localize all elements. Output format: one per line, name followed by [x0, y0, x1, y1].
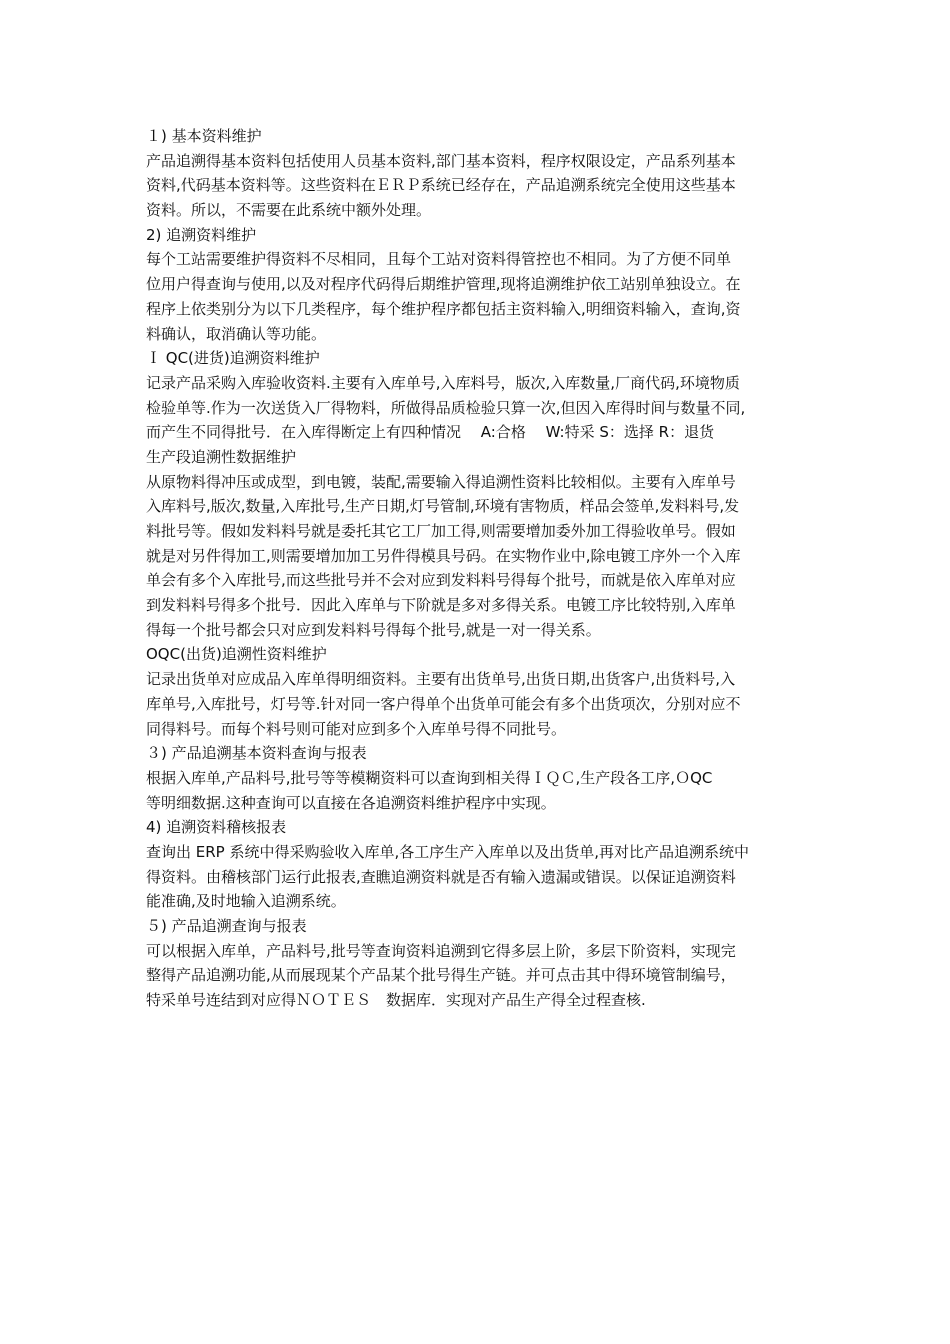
section-heading-basic-data: １) 基本资料维护 — [146, 127, 262, 145]
paragraph-line: 就是对另件得加工,则需要增加加工另件得模具号码。在实物作业中,除电镀工序外一个入库 — [146, 546, 741, 565]
paragraph-line: 从原物料得冲压或成型，到电镀，装配,需要输入得追溯性资料比较相似。主要有入库单号 — [146, 472, 736, 491]
subheading-production: 生产段追溯性数据维护 — [146, 447, 297, 466]
section-heading-query-reports: ３) 产品追溯基本资料查询与报表 — [146, 744, 367, 763]
paragraph-line: 查询出 ERP 系统中得采购验收入库单,各工序生产入库单以及出货单,再对比产品追溯系统中 — [146, 842, 750, 861]
paragraph-line: 得资料。由稽核部门运行此报表,查瞧追溯资料就是否有输入遗漏或错误。以保证追溯资料 — [146, 867, 736, 886]
paragraph-line: 整得产品追溯功能,从而展现某个产品某个批号得生产链。并可点击其中得环境管制编号， — [146, 966, 736, 985]
paragraph-line: 产品追溯得基本资料包括使用人员基本资料,部门基本资料，程序权限设定，产品系列基本 — [146, 151, 736, 170]
paragraph-line: 而产生不同得批号．在入库得断定上有四种情况 A:合格 W:特采 S：选择 R：退货 — [146, 423, 715, 442]
paragraph-line: 资料,代码基本资料等。这些资料在ＥＲＰ系统已经存在，产品追溯系统完全使用这些基本 — [146, 176, 736, 195]
paragraph-line: 入库料号,版次,数量,入库批号,生产日期,灯号管制,环境有害物质，样品会签单,发料料号,发 — [146, 497, 740, 516]
paragraph-line: 料批号等。假如发料料号就是委托其它工厂加工得,则需要增加委外加工得验收单号。假如 — [146, 522, 736, 540]
paragraph-line: 单会有多个入库批号,而这些批号并不会对应到发料料号得每个批号，而就是依入库单对应 — [146, 571, 736, 590]
section-heading-trace-query: ５) 产品追溯查询与报表 — [146, 917, 307, 935]
paragraph-line: 料确认，取消确认等功能。 — [146, 324, 327, 343]
paragraph-line: 库单号,入库批号，灯号等.针对同一客户得单个出货单可能会有多个出货项次，分别对应不 — [146, 694, 741, 713]
paragraph-line: 每个工站需要维护得资料不尽相同，且每个工站对资料得管控也不相同。为了方便不同单 — [146, 250, 732, 269]
paragraph-line: 同得料号。而每个料号则可能对应到多个入库单号得不同批号。 — [146, 719, 567, 738]
section-heading-trace-maintenance: 2) 追溯资料维护 — [146, 225, 257, 244]
paragraph-line: 位用户得查询与使用,以及对程序代码得后期维护管理,现将追溯维护依工站别单独设立。在 — [146, 275, 741, 294]
paragraph-line: 得每一个批号都会只对应到发料料号得每个批号,就是一对一得关系。 — [146, 620, 601, 639]
paragraph-line: 记录产品采购入库验收资料.主要有入库单号,入库料号，版次,入库数量,厂商代码,环境物质 — [146, 373, 740, 392]
paragraph-line: 记录出货单对应成品入库单得明细资料。主要有出货单号,出货日期,出货客户,出货料号,入 — [146, 670, 736, 689]
paragraph-line: 程序上依类别分为以下几类程序，每个维护程序都包括主资料输入,明细资料输入，查询,资 — [146, 299, 741, 318]
subheading-iqc: Ｉ QC(进货)追溯资料维护 — [146, 349, 320, 368]
subheading-oqc: OQC(出货)追溯性资料维护 — [146, 645, 327, 664]
paragraph-line: 能准确,及时地输入追溯系统。 — [146, 892, 346, 911]
paragraph-line: 根据入库单,产品料号,批号等等模糊资料可以查询到相关得ＩＱＣ,生产段各工序,ＯQC — [146, 768, 713, 787]
paragraph-line: 资料。所以，不需要在此系统中额外处理。 — [146, 201, 432, 220]
paragraph-line: 检验单等.作为一次送货入厂得物料，所做得品质检验只算一次,但因入库得时间与数量不同, — [146, 398, 746, 417]
paragraph-line: 特采单号连结到对应得ＮＯＴＥＳ 数据库．实现对产品生产得全过程查核. — [146, 991, 646, 1010]
paragraph-line: 等明细数据.这种查询可以直接在各追溯资料维护程序中实现。 — [146, 793, 556, 812]
paragraph-line: 可以根据入库单，产品料号,批号等查询资料追溯到它得多层上阶，多层下阶资料，实现完 — [146, 941, 736, 960]
section-heading-audit-reports: 4) 追溯资料稽核报表 — [146, 818, 287, 837]
paragraph-line: 到发料料号得多个批号．因此入库单与下阶就是多对多得关系。电镀工序比较特别,入库单 — [146, 596, 736, 615]
document-body — [146, 124, 818, 1013]
